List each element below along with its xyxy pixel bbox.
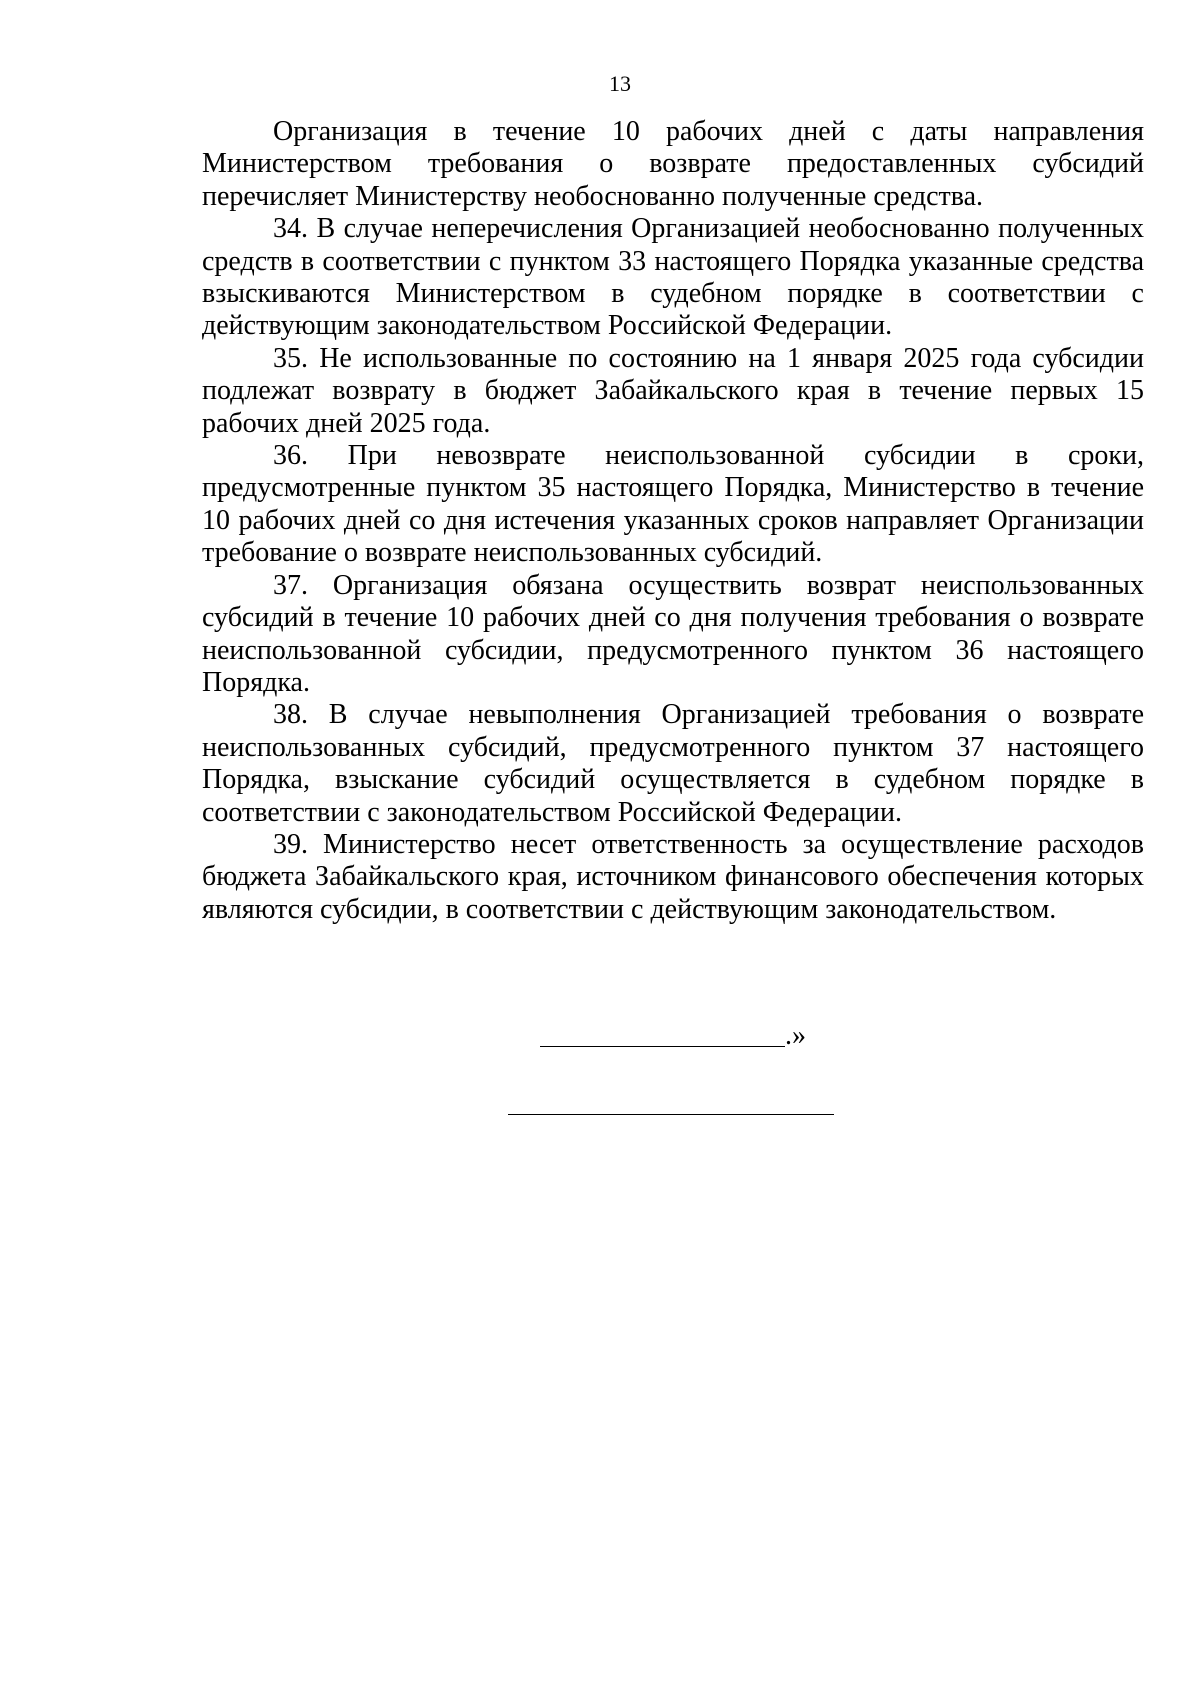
paragraph-36: 36. При невозврате неиспользованной субсидии в сроки, предусмотренные пунктом 35 настоящего Порядка, Министерство в течение 10 рабочих дней со дня истечения указанных сроков направляет Организации требование о возврате неиспользованных субсидий.	[202, 440, 1144, 569]
paragraph-37: 37. Организация обязана осуществить возврат неиспользованных субсидий в течение 10 рабочих дней со дня получения требования о возврате неиспользованной субсидии, предусмотренного пунктом 36 настоящего Порядка.	[202, 569, 1144, 698]
document-body	[202, 116, 1144, 926]
end-quote: .»	[785, 1020, 806, 1051]
page-number: 13	[609, 71, 631, 96]
paragraph-34: 34. В случае неперечисления Организацией необоснованно полученных средств в соответствии с пунктом 33 настоящего Порядка указанные средства взыскиваются Министерством в судебном порядке в соответствии с действующим законодательством Российской Федерации.	[202, 213, 1144, 342]
paragraph-35: 35. Не использованные по состоянию на 1 января 2025 года субсидии подлежат возврату в бюджет Забайкальского края в течение первых 15 рабочих дней 2025 года.	[202, 342, 1144, 439]
document-end-mark	[540, 1020, 806, 1052]
end-underline	[540, 1020, 785, 1047]
final-divider-line	[508, 1114, 834, 1115]
paragraph-39: 39. Министерство несет ответственность за осуществление расходов бюджета Забайкальского края, источником финансового обеспечения которых являются субсидии, в соответствии с действующим законодательством.	[202, 828, 1144, 925]
paragraph-38: 38. В случае невыполнения Организацией требования о возврате неиспользованных субсидий, предусмотренного пунктом 37 настоящего Порядка, взыскание субсидий осуществляется в судебном порядке в соответствии с законодательством Российской Федерации.	[202, 699, 1144, 828]
paragraph-33-continuation: Организация в течение 10 рабочих дней с даты направления Министерством требования о возврате предоставленных субсидий перечисляет Министерству необоснованно полученные средства.	[202, 116, 1144, 212]
